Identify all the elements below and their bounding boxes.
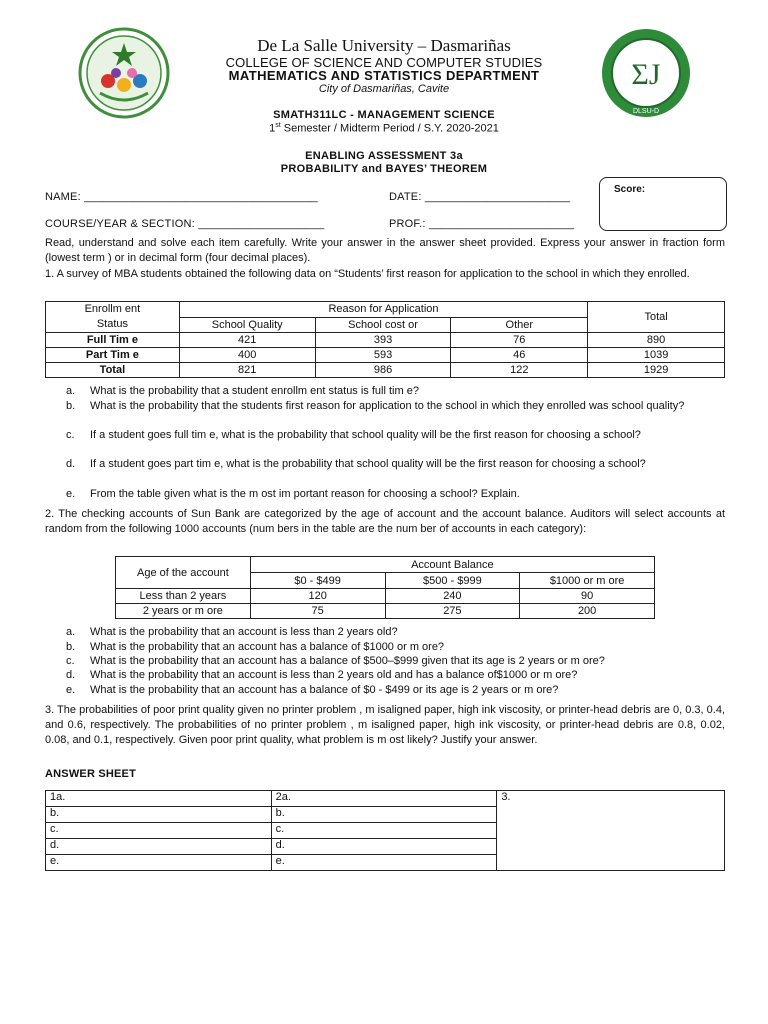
table-cell: 75 [250,604,385,619]
date-field[interactable]: DATE: _______________________ [389,191,571,203]
table-cell: 200 [520,604,655,619]
row-label: Full Tim e [46,333,180,348]
row-label: 2 years or m ore [116,604,251,619]
svg-text:ΣJ: ΣJ [631,58,661,91]
enrollment-status-header: Enrollm ent Status [46,302,180,333]
accounts-table [115,556,655,619]
answer-cell-q3[interactable]: 3. [497,791,725,871]
age-header: Age of the account [116,557,251,589]
score-box[interactable] [599,177,727,231]
table-cell: 1039 [588,348,725,363]
prof-field[interactable]: PROF.: _______________________ [389,218,575,230]
answer-cell[interactable]: 1a. [46,791,272,807]
table-row [116,604,655,619]
question-3: 3. The probabilities of poor print quality given no printer problem , m isaligned paper, high ink viscosity, or printer-head debris are 0, 0.3, 0.4, and 0.6, respectively. The probabilities of no printer problem , m isaligned paper, high ink viscosity, or printer-head debris are 0.8, 0.02, 0.08, and 0.1, respectively. Given poor print quality, what problem is m ost likely? Justify your answer. [45,704,725,746]
answer-sheet-title: ANSWER SHEET [45,768,137,780]
semester-line [150,122,618,135]
balance-header: Account Balance [250,557,654,573]
assessment-topic: PROBABILITY and BAYES’ THEOREM [280,163,488,175]
answer-cell[interactable]: b. [271,807,497,823]
question-1-intro: 1. A survey of MBA students obtained the following data on “Students’ first reason for application to the school in which they enrolled. [45,268,690,280]
semester-text: Semester / Midterm Period / S.Y. 2020-2021 [280,122,499,135]
table-cell: 275 [385,604,520,619]
table-cell: 120 [250,589,385,604]
table-cell: 821 [179,363,315,378]
table-cell: 240 [385,589,520,604]
assessment-title: ENABLING ASSESSMENT 3a [305,150,463,162]
city: City of Dasmariñas, Cavite [318,83,450,95]
q1-item-d: d. If a student goes part tim e, what is the probability that school quality will be the first reason for choosing a school? [66,458,646,470]
col-balance-500-999: $500 - $999 [385,573,520,589]
right-logo-caption: DLSU-D [632,108,660,115]
table-row [116,589,655,604]
table-cell: 393 [315,333,451,348]
reason-header: Reason for Application [179,302,587,318]
col-balance-1000-more: $1000 or m ore [520,573,655,589]
row-label: Total [46,363,180,378]
instructions: Read, understand and solve each item carefully. Write your answer in the answer sheet provided. Express your answer in fraction form (lowest term ) or in decimal form (four decimal places). [45,237,725,264]
university-name: De La Salle University – Dasmariñas [257,36,511,55]
table-cell: 46 [451,348,588,363]
col-school-cost: School cost or [315,317,451,333]
q1-item-b: b. What is the probability that the students first reason for application to the school in which they enrolled was school quality? [66,400,685,412]
semester-number: 1 [269,122,276,135]
q1-item-c: c. If a student goes full tim e, what is the probability that school quality will be the first reason for choosing a school? [66,429,641,441]
answer-cell[interactable]: e. [271,855,497,871]
table-cell: 593 [315,348,451,363]
answer-cell[interactable]: 2a. [271,791,497,807]
enrollment-table [45,301,725,378]
answer-cell[interactable]: d. [46,839,272,855]
course-section-field[interactable]: COURSE/YEAR & SECTION: ____________________ [45,218,325,230]
question-2-intro: 2. The checking accounts of Sun Bank are categorized by the age of account and the account balance. Auditors will select accounts at random from the following 1000 accounts (num bers in the table are the num ber of accounts in each category): [45,508,725,535]
table-row [46,333,725,348]
row-label: Part Tim e [46,348,180,363]
name-field[interactable]: NAME: _____________________________________ [45,191,318,203]
table-cell: 400 [179,348,315,363]
college-name: COLLEGE OF SCIENCE AND COMPUTER STUDIES [225,55,543,70]
course-code: SMATH311LC - MANAGEMENT SCIENCE [273,109,495,121]
answer-cell[interactable]: d. [271,839,497,855]
answer-cell[interactable]: c. [271,823,497,839]
answer-sheet-table [45,790,725,871]
table-cell: 421 [179,333,315,348]
total-header: Total [588,302,725,333]
table-row [46,363,725,378]
col-balance-0-499: $0 - $499 [250,573,385,589]
department-name: MATHEMATICS AND STATISTICS DEPARTMENT [228,68,540,83]
row-label: Less than 2 years [116,589,251,604]
table-cell: 90 [520,589,655,604]
score-label: Score: [614,184,646,195]
table-cell: 986 [315,363,451,378]
semester-suffix: st [275,122,281,129]
table-cell: 122 [451,363,588,378]
col-other: Other [451,317,588,333]
table-row [46,348,725,363]
col-school-quality: School Quality [179,317,315,333]
table-cell: 890 [588,333,725,348]
answer-cell[interactable]: c. [46,823,272,839]
table-cell: 1929 [588,363,725,378]
answer-cell[interactable]: b. [46,807,272,823]
answer-cell[interactable]: e. [46,855,272,871]
table-cell: 76 [451,333,588,348]
